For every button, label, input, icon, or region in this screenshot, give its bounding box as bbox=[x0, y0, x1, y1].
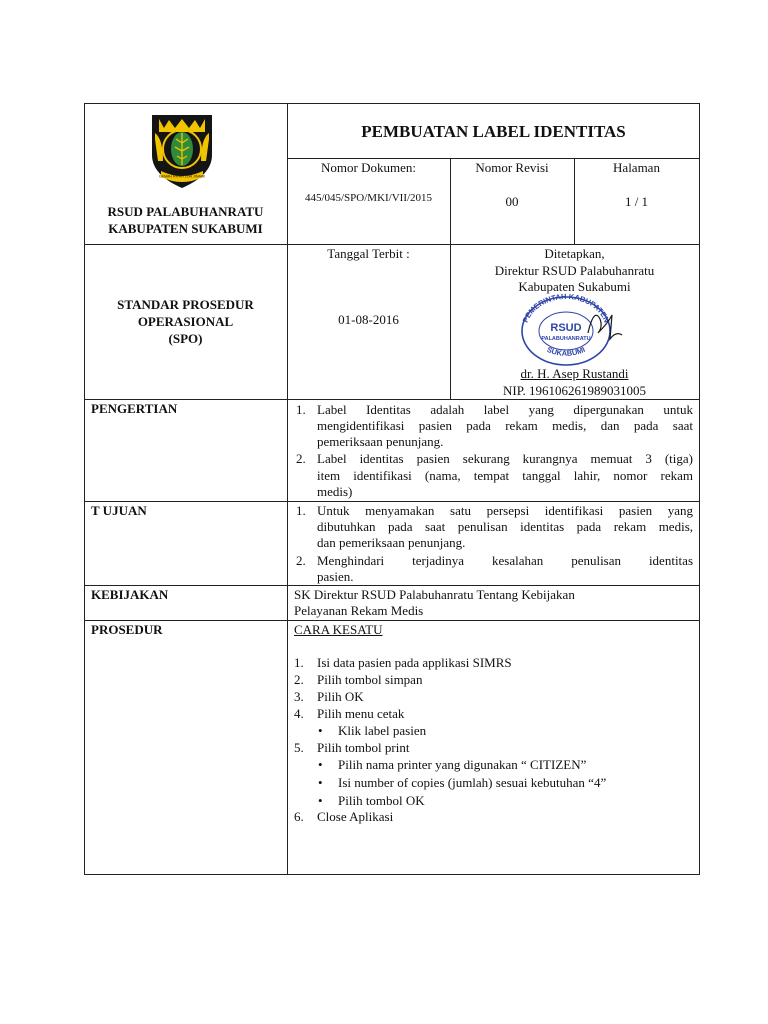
prosedur-step-2-number: 2. bbox=[294, 672, 304, 687]
tujuan-item-2-number: 2. bbox=[296, 553, 306, 568]
stamp-bottom-text: SUKABUMI bbox=[545, 344, 587, 358]
nomor-dokumen-label: Nomor Dokumen: bbox=[321, 160, 416, 175]
nomor-revisi-label: Nomor Revisi bbox=[475, 160, 549, 175]
column-divider bbox=[287, 103, 288, 875]
prosedur-step-1: Isi data pasien pada applikasi SIMRS bbox=[317, 655, 512, 670]
halaman-label: Halaman bbox=[613, 160, 660, 175]
prosedur-heading: CARA KESATU bbox=[294, 622, 383, 637]
prosedur-bullet-4-marker: • bbox=[318, 793, 323, 808]
pengertian-item-2-line1: Label identitas pasien sekurang kurangnya memuat 3 (tiga) bbox=[317, 451, 693, 466]
stamp-top-text: PEMERINTAH KABUPATEN bbox=[520, 293, 612, 324]
spo-row-divider bbox=[84, 399, 700, 400]
prosedur-bullet-4: Pilih tombol OK bbox=[338, 793, 425, 808]
pengertian-item-1-line2: mengidentifikasi pasien pada rekam medis, dan pada saat bbox=[317, 418, 693, 433]
spo-line1: STANDAR PROSEDUR bbox=[117, 297, 254, 312]
pengertian-item-1-line1: Label Identitas adalah label yang dipergunakan untuk bbox=[317, 402, 693, 417]
spo-line2: OPERASIONAL bbox=[137, 314, 234, 329]
official-stamp bbox=[512, 293, 632, 369]
prosedur-step-4-number: 4. bbox=[294, 706, 304, 721]
prosedur-step-1-number: 1. bbox=[294, 655, 304, 670]
tujuan-item-2-line1: Menghindari terjadinya kesalahan penulisan identitas bbox=[317, 553, 693, 568]
prosedur-bullet-3: Isi number of copies (jumlah) sesuai kebutuhan “4” bbox=[338, 775, 607, 790]
prosedur-step-5: Pilih tombol print bbox=[317, 740, 410, 755]
title-divider bbox=[287, 158, 700, 159]
prosedur-bullet-2-marker: • bbox=[318, 757, 323, 772]
prosedur-step-4: Pilih menu cetak bbox=[317, 706, 405, 721]
signer-nip: NIP. 196106261989031005 bbox=[502, 383, 646, 398]
jabatan-line1: Direktur RSUD Palabuhanratu bbox=[494, 263, 655, 278]
prosedur-bullet-1: Klik label pasien bbox=[338, 723, 427, 738]
org-name-line2: KABUPATEN SUKABUMI bbox=[108, 221, 263, 236]
ditetapkan-label: Ditetapkan, bbox=[544, 246, 605, 261]
pengertian-item-2-line3: medis) bbox=[317, 484, 353, 499]
tujuan-item-1-line1: Untuk menyamakan satu persepsi identifikasi pasien yang bbox=[317, 503, 693, 518]
prosedur-step-6-number: 6. bbox=[294, 809, 304, 824]
document-title: PEMBUATAN LABEL IDENTITAS bbox=[361, 122, 626, 141]
kebijakan-line1: SK Direktur RSUD Palabuhanratu Tentang Kebijakan bbox=[294, 587, 575, 602]
org-name-line1: RSUD PALABUHANRATU bbox=[107, 204, 264, 219]
prosedur-step-2: Pilih tombol simpan bbox=[317, 672, 423, 687]
prosedur-step-5-number: 5. bbox=[294, 740, 304, 755]
jabatan-line2: Kabupaten Sukabumi bbox=[518, 279, 631, 294]
logo-motto: GEMAH RIPAH LOH JINAWI bbox=[158, 174, 206, 179]
tujuan-label: T UJUAN bbox=[91, 503, 147, 518]
kebijakan-line2: Pelayanan Rekam Medis bbox=[294, 603, 424, 618]
tujuan-item-1-line2: dibutuhkan pada saat penulisan identitas pada rekam medis, bbox=[317, 519, 693, 534]
pengertian-item-1-line3: pemeriksaan penunjang. bbox=[317, 434, 444, 449]
kebijakan-row-divider bbox=[84, 620, 700, 621]
sukabumi-logo bbox=[149, 113, 215, 191]
tujuan-item-1-number: 1. bbox=[296, 503, 306, 518]
stamp-sub-text: PALABUHANRATU bbox=[541, 336, 591, 342]
stamp-center-text: RSUD bbox=[550, 322, 582, 334]
spo-line3: (SPO) bbox=[168, 331, 203, 346]
nomor-revisi-value: 00 bbox=[505, 194, 519, 209]
kebijakan-label: KEBIJAKAN bbox=[91, 587, 169, 602]
tanggal-terbit-value: 01-08-2016 bbox=[338, 312, 399, 327]
header-row-divider bbox=[84, 244, 700, 245]
prosedur-bullet-3-marker: • bbox=[318, 775, 323, 790]
halaman-value: 1 / 1 bbox=[624, 194, 649, 209]
prosedur-bullet-1-marker: • bbox=[318, 723, 323, 738]
table-border-bottom bbox=[84, 874, 700, 875]
pengertian-item-2-number: 2. bbox=[296, 451, 306, 466]
tujuan-item-1-line3: dan pemeriksaan penunjang. bbox=[317, 535, 466, 550]
pengertian-row-divider bbox=[84, 501, 700, 502]
nomor-dokumen-value: 445/045/SPO/MKI/VII/2015 bbox=[304, 192, 433, 204]
prosedur-bullet-2: Pilih nama printer yang digunakan “ CITIZEN” bbox=[338, 757, 587, 772]
prosedur-step-3: Pilih OK bbox=[317, 689, 364, 704]
prosedur-step-6: Close Aplikasi bbox=[317, 809, 394, 824]
signer-name: dr. H. Asep Rustandi bbox=[520, 366, 629, 381]
tujuan-item-2-line2: pasien. bbox=[317, 569, 354, 584]
tanggal-terbit-label: Tanggal Terbit : bbox=[327, 246, 410, 261]
pengertian-item-2-line2: item identifikasi (nama, tempat tanggal lahir, nomor rekam bbox=[317, 468, 693, 483]
pengertian-label: PENGERTIAN bbox=[91, 401, 178, 416]
tujuan-row-divider bbox=[84, 585, 700, 586]
table-border-right bbox=[699, 103, 700, 875]
prosedur-label: PROSEDUR bbox=[91, 622, 163, 637]
table-border-top bbox=[84, 103, 700, 104]
pengertian-item-1-number: 1. bbox=[296, 402, 306, 417]
prosedur-step-3-number: 3. bbox=[294, 689, 304, 704]
